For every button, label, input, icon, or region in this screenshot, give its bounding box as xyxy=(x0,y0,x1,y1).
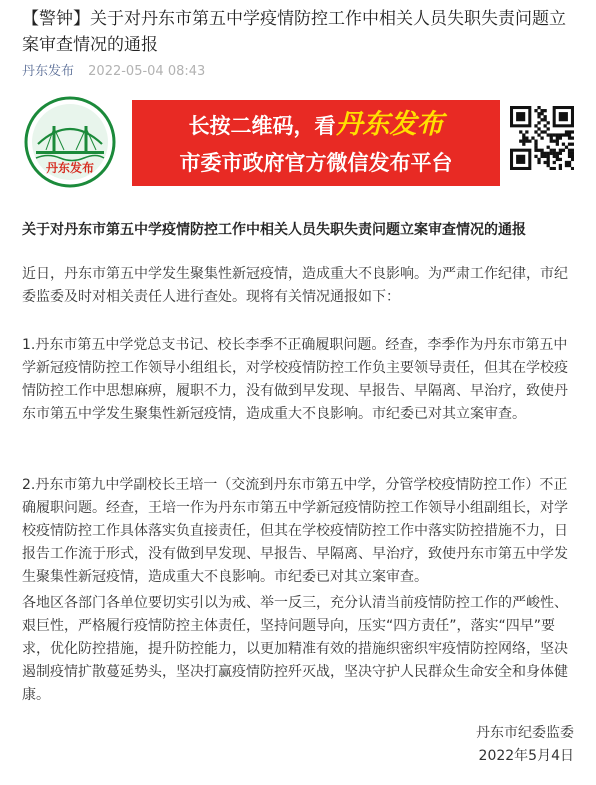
qr-promo-box xyxy=(132,100,500,186)
paragraph-item-1: 1.丹东市第五中学党总支书记、校长李季不正确履职问题。经查，李季作为丹东市第五中学新冠疫情防控工作领导小组组长，对学校疫情防控工作负主要领导责任，但其在学校疫情防控工作中思想麻痹，履职不力，没有做到早发现、早报告、早隔离、早治疗，致使丹东市第五中学发生聚集性新冠疫情，造成重大不良影响。市纪委已对其立案审查。 xyxy=(22,337,568,422)
promo-line1-prefix: 长按二维码，看 xyxy=(188,114,336,138)
signature: 丹东市纪委监委 xyxy=(476,725,574,741)
article-subtitle: 关于对丹东市第五中学疫情防控工作中相关人员失职失责问题立案审查情况的通报 xyxy=(22,222,526,238)
promo-banner xyxy=(22,92,574,198)
dandong-logo xyxy=(24,96,116,188)
account-name-link[interactable]: 丹东发布 xyxy=(22,64,75,79)
paragraph-item-2: 2.丹东市第九中学副校长王培一（交流到丹东市第五中学，分管学校疫情防控工作）不正确履职问题。经查，王培一作为丹东市第五中学新冠疫情防控工作领导小组副组长，对学校疫情防控工作具体落实负直接责任，但其在学校疫情防控工作中落实防控措施不力，日报告工作流于形式，没有做到早发现、早报告、早隔离、早治疗，致使丹东市第五中学发生聚集性新冠疫情，造成重大不良影响。市纪委已对其立案审查。 xyxy=(22,477,568,585)
promo-line2: 市委市政府官方微信发布平台 xyxy=(179,151,453,175)
publish-time: 2022-05-04 08:43 xyxy=(88,64,206,79)
promo-line1 xyxy=(132,110,500,141)
logo-text: 丹东发布 xyxy=(45,161,95,175)
signature-date: 2022年5月4日 xyxy=(478,748,574,764)
paragraph-conclusion: 各地区各部门各单位要切实引以为戒、举一反三，充分认清当前疫情防控工作的严峻性、艰巨性，严格履行疫情防控主体责任，坚持问题导向，压实“四方责任”，落实“四早”要求，优化防控措施，提升防控能力，以更加精准有效的措施织密织牢疫情防控网络，坚决遏制疫情扩散蔓延势头，坚决打赢疫情防控歼灭战，坚决守护人民群众生命安全和身体健康。 xyxy=(22,595,568,703)
article-title: 【警钟】关于对丹东市第五中学疫情防控工作中相关人员失职失责问题立案审查情况的通报 xyxy=(22,9,566,55)
promo-brand: 丹东发布 xyxy=(335,109,444,140)
qr-code-icon[interactable] xyxy=(510,106,574,170)
paragraph-intro: 近日，丹东市第五中学发生聚集性新冠疫情，造成重大不良影响。为严肃工作纪律，市纪委监委及时对相关责任人进行查处。现将有关情况通报如下： xyxy=(22,266,568,305)
article-meta xyxy=(22,63,205,81)
